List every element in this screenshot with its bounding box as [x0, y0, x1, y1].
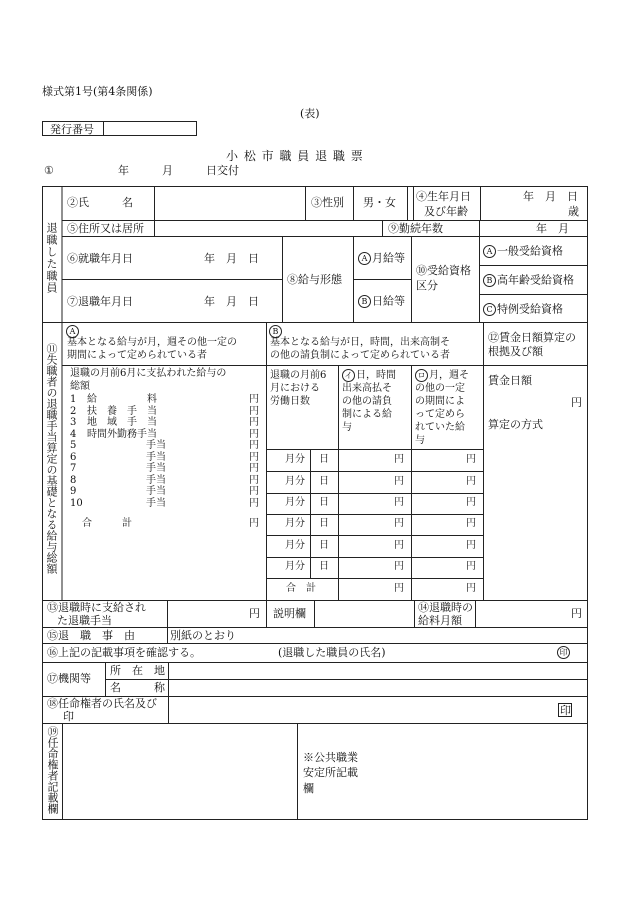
- unit-ro-cell: 円: [466, 540, 476, 551]
- location-label: 所 在 地: [110, 664, 165, 677]
- qualification-label-2: 区分: [416, 279, 438, 292]
- month-total-unit-ro: 円: [466, 583, 476, 594]
- wage-basis-label-2: 根拠及び額: [488, 345, 543, 358]
- wage-basis-label-1: ⑫賃金日額算定の: [488, 331, 576, 344]
- month-cell: 月分: [285, 561, 305, 572]
- pay-item-name: 手当: [146, 497, 166, 509]
- sex-value[interactable]: 男・女: [363, 196, 396, 209]
- agency-name-label: 名 称: [110, 681, 165, 694]
- birth-value[interactable]: 年 月 日: [523, 190, 578, 203]
- a-desc-2: 期間によって定められている者: [67, 350, 207, 361]
- month-cell: 月分: [285, 497, 305, 508]
- col-ro-header-line: れていた給: [415, 422, 465, 433]
- daily-wage-label: 賃金日額: [488, 374, 532, 387]
- work-days-header-line: 労働日数: [270, 396, 310, 407]
- allowance-label-2: た退職手当: [57, 614, 112, 627]
- col-i-header-line: 制による給: [342, 409, 392, 420]
- pay-item-no: 7: [70, 463, 77, 474]
- hello-work-line: ※公共職業: [303, 751, 358, 764]
- work-days-header: [270, 369, 326, 408]
- b-mark-icon: B: [358, 295, 371, 308]
- unit-i-cell: 円: [394, 497, 404, 508]
- col-i-header-line: の他の請負: [342, 396, 392, 407]
- issue-marker: ①: [44, 164, 54, 177]
- month-total-unit-i: 円: [394, 583, 404, 594]
- salary-label-2: 給料月額: [418, 614, 462, 627]
- issue-number-field[interactable]: [103, 121, 197, 136]
- hello-work-line: 欄: [303, 781, 314, 795]
- col-ro-header-line: の期間によ: [415, 396, 465, 407]
- a-mark-icon: A: [483, 245, 496, 258]
- seal-icon: [557, 646, 570, 659]
- month-cell: 月分: [285, 476, 305, 487]
- hello-work-line: 安定所記載: [303, 766, 358, 780]
- daily-pay-option[interactable]: [358, 295, 405, 308]
- agency-name-field[interactable]: [170, 680, 586, 696]
- appointer-seal-icon: [558, 703, 572, 717]
- retire-label: ⑦退職年月日: [67, 295, 133, 308]
- tenure-label: ⑨勤続年数: [388, 222, 443, 235]
- appointer-section-label: ⑲任命権者記載欄: [46, 726, 59, 814]
- day-cell: 日: [319, 561, 329, 572]
- month-cell: 月分: [285, 540, 305, 551]
- pay-total-unit: 円: [249, 518, 259, 529]
- qualification-special[interactable]: [483, 303, 563, 316]
- pay-item-unit: 円: [249, 428, 259, 440]
- col-ro-header-line: の他の一定: [415, 383, 465, 394]
- ro-mark-icon: ロ: [415, 369, 428, 382]
- qualification-label-1: ⑩受給資格: [416, 264, 471, 277]
- sex-label: ③性別: [311, 196, 344, 209]
- birth-label-1: ④生年月日: [416, 190, 471, 203]
- pay-item-name: 手当: [146, 486, 166, 497]
- pay-item-no: 10: [70, 497, 83, 509]
- form-number: 様式第1号(第4条関係): [42, 85, 153, 98]
- seal-mark: 印: [557, 646, 570, 659]
- pay-item-name: 給 料: [87, 394, 157, 405]
- pay-total-label: 合 計: [82, 518, 132, 529]
- month-cell: 月分: [285, 454, 305, 465]
- pay-item-no: 2: [70, 405, 77, 417]
- allowance-unit: 円: [249, 607, 260, 620]
- a-heading-2: 総額: [70, 381, 90, 392]
- day-cell: 日: [319, 518, 329, 529]
- basis-section-label: ⑪失職者の退職手当算定の基礎となる給与総額: [45, 343, 58, 574]
- month-total-label: 合 計: [286, 583, 316, 594]
- pay-item-no: 3: [70, 417, 77, 428]
- unit-ro-cell: 円: [466, 497, 476, 508]
- birth-label-2: 及び年齢: [424, 205, 468, 218]
- qualification-general[interactable]: [483, 245, 563, 258]
- pay-item-name: 地 域 手 当: [87, 417, 157, 428]
- calc-method-label: 算定の方式: [488, 418, 543, 431]
- employee-section-label: 退職した職員: [45, 222, 58, 294]
- col-i-header-line: 出来高払そ: [342, 383, 392, 394]
- explain-label: 説明欄: [273, 607, 306, 620]
- pay-item-name: 手当: [146, 440, 166, 451]
- i-mark-icon: イ: [342, 369, 355, 382]
- day-cell: 日: [319, 540, 329, 551]
- work-days-header-line: 月における: [270, 383, 320, 394]
- month-cell: 月分: [285, 518, 305, 529]
- pay-item-unit: 円: [249, 497, 259, 509]
- col-i-header-line: 与: [342, 422, 352, 433]
- appointer-field[interactable]: [63, 724, 297, 819]
- pay-item-unit: 円: [249, 405, 259, 417]
- reason-value[interactable]: 別紙のとおり: [170, 629, 236, 642]
- salary-unit: 円: [571, 607, 582, 620]
- pay-item-unit: 円: [249, 463, 259, 474]
- pay-item-no: 4: [70, 428, 77, 440]
- hello-work-label: [303, 750, 358, 796]
- monthly-pay-option[interactable]: [358, 252, 405, 265]
- pay-item-no: 9: [70, 486, 77, 497]
- confirm-label: ⑯上記の記載事項を確認する。: [47, 646, 201, 659]
- day-cell: 日: [319, 497, 329, 508]
- unit-i-cell: 円: [394, 540, 404, 551]
- work-days-header-line: 退職の月前6: [270, 370, 327, 381]
- unit-ro-cell: 円: [466, 476, 476, 487]
- appointer-label-2: 印: [63, 710, 74, 723]
- unit-i-cell: 円: [394, 476, 404, 487]
- monthly-pay-label: 月給等: [372, 251, 405, 265]
- issue-date: 年 月 日交付: [118, 164, 239, 177]
- side-label: (表): [300, 107, 320, 120]
- col-i-header: [342, 369, 396, 434]
- pay-item-unit: 円: [249, 417, 259, 428]
- unit-i-cell: 円: [394, 561, 404, 572]
- unit-ro-cell: 円: [466, 518, 476, 529]
- hire-label: ⑥就職年月日: [67, 252, 133, 265]
- reason-label: ⑮退 職 事 由: [47, 629, 135, 642]
- hire-value[interactable]: 年 月 日: [204, 252, 259, 265]
- a-desc-1: 基本となる給与が月，週その他一定の: [67, 337, 237, 348]
- b-mark-icon: B: [483, 274, 496, 287]
- pay-item-unit: 円: [249, 440, 259, 451]
- a-mark-icon: A: [66, 325, 79, 338]
- day-cell: 日: [319, 476, 329, 487]
- pay-item-no: 5: [70, 440, 77, 451]
- address-field[interactable]: [157, 221, 381, 236]
- appointer-label-1: ⑱任命権者の氏名及び: [47, 697, 157, 710]
- daily-pay-label: 日給等: [372, 294, 405, 308]
- tenure-value[interactable]: 年 月: [536, 222, 569, 235]
- col-ro-header-line: 与: [415, 435, 425, 446]
- appointer-seal-mark: 印: [560, 704, 571, 717]
- agency-label: ⑰機関等: [47, 672, 91, 685]
- col-ro-header-line: 月，週そ: [429, 370, 469, 381]
- day-cell: 日: [319, 454, 329, 465]
- name-field[interactable]: [157, 187, 305, 220]
- unit-ro-cell: 円: [466, 454, 476, 465]
- issue-number-label-box: [42, 121, 104, 136]
- qualification-general-label: 一般受給資格: [497, 244, 563, 258]
- c-mark-icon: C: [483, 303, 496, 316]
- a-heading-1: 退職の月前6月に支払われた給与の: [70, 368, 227, 379]
- age-value[interactable]: 歳: [568, 205, 579, 218]
- name-label: ②氏 名: [67, 196, 133, 209]
- pay-item-unit: 円: [249, 451, 259, 463]
- pay-item-name: 手当: [146, 474, 166, 486]
- unit-i-cell: 円: [394, 454, 404, 465]
- unit-ro-cell: 円: [466, 561, 476, 572]
- unit-i-cell: 円: [394, 518, 404, 529]
- daily-wage-unit: 円: [571, 396, 582, 409]
- allowance-label-1: ⑬退職時に支給され: [47, 601, 146, 614]
- pay-item-no: 6: [70, 451, 77, 463]
- pay-item-unit: 円: [249, 474, 259, 486]
- retire-value[interactable]: 年 月 日: [204, 295, 259, 308]
- confirm-name: (退職した職員の氏名): [278, 646, 386, 659]
- a-mark-icon: A: [358, 252, 371, 265]
- salary-label-1: ⑭退職時の: [418, 601, 473, 614]
- b-mark-icon: B: [269, 325, 282, 338]
- location-field[interactable]: [170, 663, 586, 679]
- page-title: 小 松 市 職 員 退 職 票: [226, 149, 364, 163]
- b-desc-1: 基本となる給与が日，時間，出来高制そ: [270, 337, 450, 348]
- col-i-header-line: 日，時間: [356, 370, 396, 381]
- pay-item-name: 扶 養 手 当: [87, 405, 157, 417]
- col-ro-header-line: って定めら: [415, 409, 465, 420]
- issue-number-label: 発行番号: [50, 123, 94, 136]
- qualification-elderly[interactable]: [483, 274, 574, 287]
- col-ro-header: [415, 369, 469, 447]
- pay-item-unit: 円: [249, 486, 259, 497]
- pay-item-no: 8: [70, 474, 77, 486]
- b-desc-2: の他の請負制によって定められている者: [270, 350, 450, 361]
- pay-form-label: ⑧給与形態: [287, 273, 342, 286]
- address-label: ⑤住所又は居所: [67, 222, 144, 235]
- pay-item-unit: 円: [249, 394, 259, 405]
- qualification-elderly-label: 高年齢受給資格: [497, 273, 574, 287]
- pay-item-name: 手当: [146, 451, 166, 463]
- pay-item-name: 手当: [146, 463, 166, 474]
- qualification-special-label: 特例受給資格: [497, 302, 563, 316]
- pay-item-name: 時間外勤務手当: [87, 428, 157, 440]
- pay-item-no: 1: [70, 394, 77, 405]
